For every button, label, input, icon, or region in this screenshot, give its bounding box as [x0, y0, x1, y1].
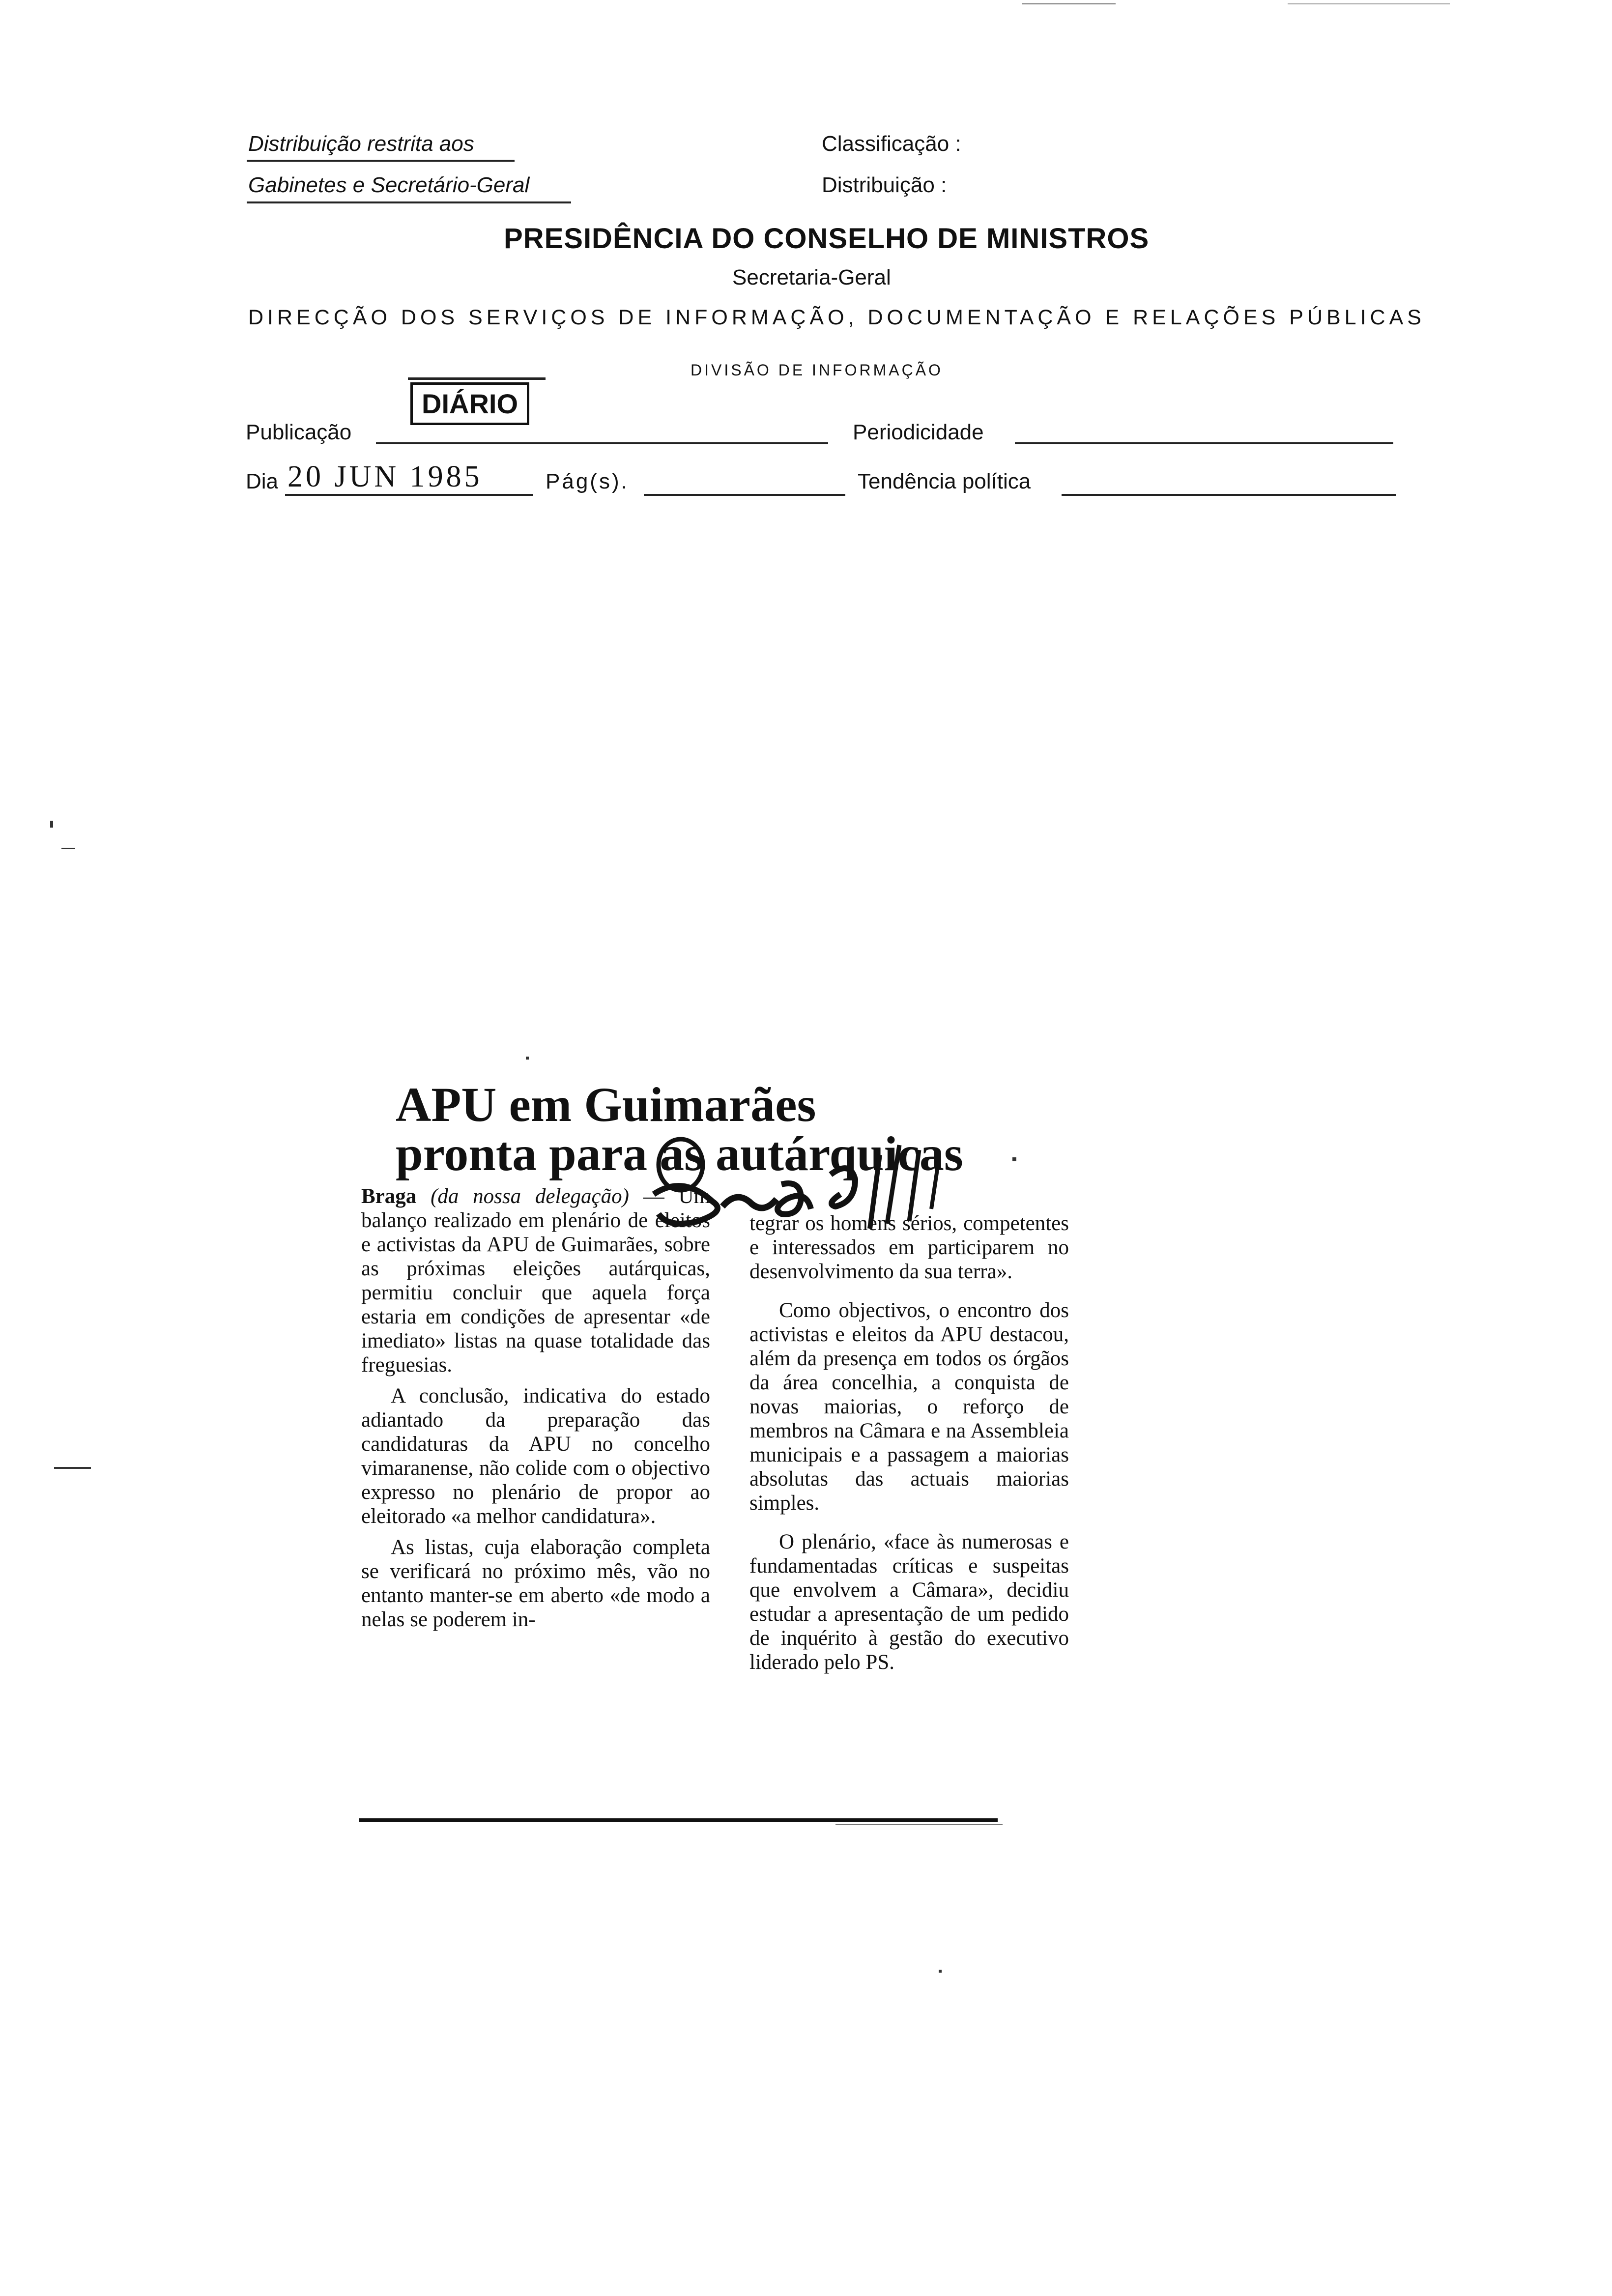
- margin-mark: [526, 1057, 529, 1060]
- periodicidade-line: [1015, 442, 1393, 444]
- stamp-top-mark: [408, 377, 546, 380]
- classificacao-label: Classificação :: [822, 132, 961, 156]
- dia-value: 20 JUN 1985: [288, 460, 483, 493]
- division-line: DIVISÃO DE INFORMAÇÃO: [691, 361, 943, 379]
- org-title: PRESIDÊNCIA DO CONSELHO DE MINISTROS: [504, 223, 1150, 255]
- article-column-2: [749, 1211, 1069, 1674]
- article-headline-1: APU em Guimarães: [396, 1077, 816, 1132]
- publicacao-stamp: DIÁRIO: [410, 382, 529, 425]
- restricted-underline-2: [247, 201, 571, 203]
- org-subtitle: Secretaria-Geral: [732, 265, 891, 289]
- handwritten-annotation: [624, 1116, 968, 1243]
- dia-line: [285, 494, 533, 496]
- col1-paragraph-3: As listas, cuja elaboração completa se verificará no próximo mês, vão no entanto manter-se em aberto «de modo a nelas se poderem in-: [361, 1536, 710, 1631]
- article-bottom-rule: [359, 1818, 998, 1822]
- margin-mark: [61, 848, 75, 849]
- periodicidade-label: Periodicidade: [853, 420, 984, 444]
- byline-source: (da nossa delegação): [431, 1185, 629, 1208]
- pags-line: [644, 494, 845, 496]
- restricted-line-2: Gabinetes e Secretário-Geral: [248, 173, 530, 197]
- col1-paragraph-1: — Um balanço realizado em plenário de eleitos e activistas da APU de Guimarães, sobre as próximas eleições autárquicas, permitiu concluir que aquela força estaria em condições de apresentar «de imediato» listas na quase totalidade das freguesias.: [361, 1185, 710, 1377]
- article-column-1: [361, 1184, 710, 1632]
- direction-line: DIRECÇÃO DOS SERVIÇOS DE INFORMAÇÃO, DOCUMENTAÇÃO E RELAÇÕES PÚBLICAS: [248, 306, 1425, 329]
- article-bottom-rule-faint: [835, 1824, 1003, 1825]
- col1-paragraph-2: A conclusão, indicativa do estado adiantado da preparação das candidaturas da APU no concelho vimaranense, não colide com o objectivo expresso no plenário de propor ao eleitorado «a melhor candidatura».: [361, 1384, 710, 1528]
- byline-place: Braga: [361, 1185, 417, 1208]
- tendencia-line: [1062, 494, 1396, 496]
- restricted-line-1: Distribuição restrita aos: [248, 132, 474, 156]
- col2-paragraph-2: Como objectivos, o encontro dos activistas e eleitos da APU destacou, além da presença em todos os órgãos da área concelhia, a conquista de novas maiorias, o reforço de membros na Câmara e na Assembleia municipais e a passagem a maiorias absolutas das actuais maiorias simples.: [749, 1299, 1069, 1515]
- scan-mark: [1022, 3, 1116, 4]
- scan-mark: [1288, 3, 1450, 4]
- tendencia-label: Tendência política: [858, 469, 1031, 493]
- col2-paragraph-1: tegrar os homens sérios, competentes e interessados em participarem no desenvolvimento da sua terra».: [749, 1212, 1069, 1283]
- publicacao-line: [376, 442, 828, 444]
- margin-mark: [939, 1970, 942, 1973]
- publicacao-label: Publicação: [246, 420, 352, 444]
- pags-label: Pág(s).: [546, 469, 629, 493]
- article-headline-2: pronta para as autárquicas: [396, 1126, 963, 1181]
- margin-mark: [1012, 1157, 1016, 1161]
- distribuicao-label: Distribuição :: [822, 173, 947, 197]
- margin-mark: [54, 1467, 91, 1469]
- restricted-underline-1: [247, 160, 515, 162]
- dia-label: Dia: [246, 469, 279, 493]
- margin-mark: [50, 821, 53, 828]
- col2-paragraph-3: O plenário, «face às numerosas e fundamentadas críticas e suspeitas que envolvem a Câmara», decidiu estudar a apresentação de um pedido de inquérito à gestão do executivo liderado pelo PS.: [749, 1530, 1069, 1674]
